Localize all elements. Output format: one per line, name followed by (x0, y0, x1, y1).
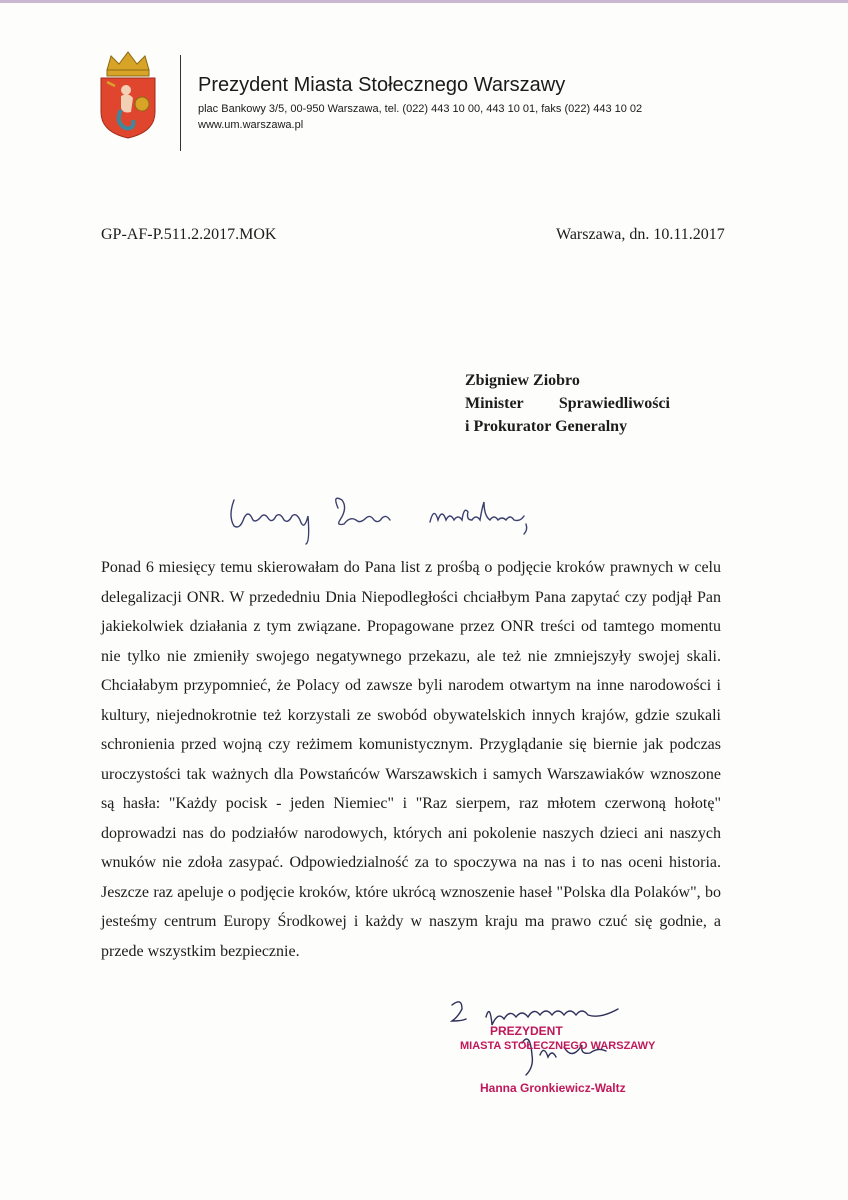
addressee-title-word1: Minister (465, 395, 524, 412)
page-top-border (0, 0, 848, 3)
letterhead-divider (180, 55, 181, 151)
letter-date: Warszawa, dn. 10.11.2017 (556, 226, 725, 243)
addressee-title-line2: i Prokurator Generalny (465, 418, 628, 435)
addressee-title-word2: Sprawiedliwości (558, 395, 670, 412)
letterhead-address: plac Bankowy 3/5, 00-950 Warszawa, tel. (022) 443 10 00, 443 10 01, faks (022) 443 10 02 (198, 103, 643, 115)
addressee-block (465, 369, 670, 438)
handwritten-salutation (220, 486, 560, 546)
reference-number: GP-AF-P.511.2.2017.MOK (101, 226, 277, 243)
letterhead-title: Prezydent Miasta Stołecznego Warszawy (198, 74, 566, 96)
addressee-name: Zbigniew Ziobro (465, 372, 580, 389)
warsaw-coat-of-arms-icon (97, 48, 159, 140)
letter-body: Ponad 6 miesięcy temu skierowałam do Pana list z prośbą o podjęcie kroków prawnych w celu delegalizacji ONR. W przededniu Dnia Niepodległości chciałbym Pana zapytać czy podjął Pan jakiekolwiek działania z tym związane. Propagowane przez ONR treści od tamtego momentu nie tylko nie zmieniły swojego negatywnego przekazu, ale też nie zmniejszyły swojej skali. Chciałabym przypomnieć, że Polacy od zawsze byli narodem otwartym na inne narodowości i kultury, niejednokrotnie też korzystali ze swobód obywatelskich innych krajów, gdzie szukali schronienia przed wojną czy reżimem komunistycznym. Przyglądanie się biernie jak podczas uroczystości tak ważnych dla Powstańców Warszawskich i samych Warszawiaków wznoszone są hasła: "Każdy pocisk - jeden Niemiec" i "Raz sierpem, raz młotem czerwoną hołotę" doprowadzi nas do podziałów narodowych, których ani pokolenie naszych dzieci ani naszych wnuków nie zdoła zasypać. Odpowiedzialność za to spoczywa na nas i to nas oceni historia. Jeszcze raz apeluje o podjęcie kroków, które ukrócą wznoszenie haseł "Polska dla Polaków", bo jesteśmy centrum Europy Środkowej i każdy w naszym kraju ma prawo czuć się godnie, a przede wszystkim bezpiecznie. (101, 559, 721, 960)
addressee-title (465, 392, 670, 415)
stamp-title: PREZYDENT (490, 1024, 563, 1038)
letterhead-website: www.um.warszawa.pl (198, 119, 304, 131)
stamp-name: Hanna Gronkiewicz-Waltz (480, 1081, 626, 1095)
stamp-office: MIASTA STOŁECZNEGO WARSZAWY (460, 1040, 656, 1052)
